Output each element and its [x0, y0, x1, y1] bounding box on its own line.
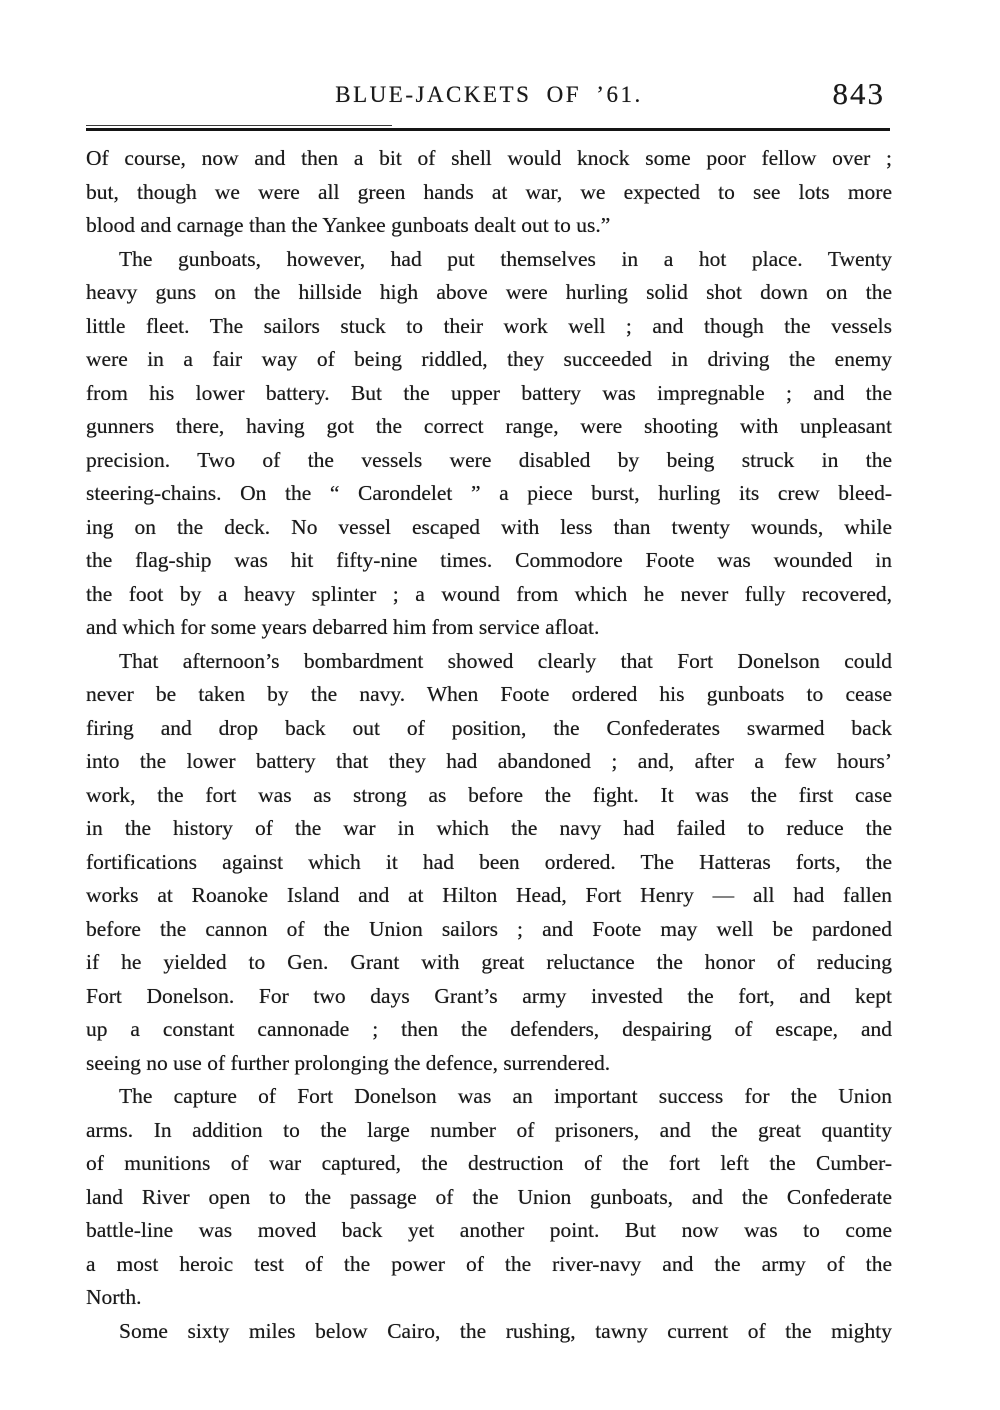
text-line: work, the fort was as strong as before the fight. It was the first case — [86, 782, 892, 807]
text-line: never be taken by the navy. When Foote ordered his gunboats to cease — [86, 682, 892, 706]
paragraph — [86, 1080, 892, 1315]
paragraph — [86, 243, 892, 645]
text-line: The capture of Fort Donelson was an important success for the Union — [119, 1084, 892, 1108]
text-line: precision. Two of the vessels were disabled by being struck in the — [86, 447, 892, 472]
text-line: were in a fair way of being riddled, they succeeded in driving the enemy — [86, 347, 892, 371]
text-line: of munitions of war captured, the destruction of the fort left the Cumber- — [86, 1151, 892, 1175]
text-line: battle-line was moved back yet another point. But now was to come — [86, 1218, 892, 1242]
text-line: arms. In addition to the large number of prisoners, and the great quantity — [86, 1117, 892, 1142]
text-line: up a constant cannonade ; then the defenders, despairing of escape, and — [86, 1017, 892, 1041]
page-number: 843 — [832, 76, 885, 111]
text-line: steering-chains. On the “ Carondelet ” a piece burst, hurling its crew bleed- — [86, 481, 892, 505]
body-text — [86, 142, 892, 1348]
text-line: and which for some years debarred him from service afloat. — [86, 615, 600, 639]
text-line: That afternoon’s bombardment showed clearly that Fort Donelson could — [119, 648, 892, 673]
text-column — [86, 0, 892, 1348]
text-line: if he yielded to Gen. Grant with great reluctance the honor of reducing — [86, 950, 892, 974]
paragraph — [86, 645, 892, 1081]
running-head-title: BLUE-JACKETS OF ’61. — [335, 82, 643, 107]
text-line: Of course, now and then a bit of shell would knock some poor fellow over ; — [86, 146, 892, 170]
text-line: but, though we were all green hands at war, we expected to see lots more — [86, 179, 892, 204]
paragraph — [86, 142, 892, 243]
text-line: firing and drop back out of position, the Confederates swarmed back — [86, 715, 892, 740]
page-header — [86, 0, 892, 131]
text-line: from his lower battery. But the upper battery was impregnable ; and the — [86, 380, 892, 405]
header-rule — [86, 128, 890, 131]
text-line: heavy guns on the hillside high above were hurling solid shot down on the — [86, 280, 892, 304]
text-line: land River open to the passage of the Union gunboats, and the Confederate — [86, 1184, 892, 1209]
text-line: in the history of the war in which the navy had failed to reduce the — [86, 816, 892, 840]
text-line: a most heroic test of the power of the river-navy and the army of the — [86, 1251, 892, 1276]
text-line: gunners there, having got the correct range, were shooting with unpleasant — [86, 414, 892, 438]
text-line: little fleet. The sailors stuck to their work well ; and though the vessels — [86, 313, 892, 338]
text-line: blood and carnage than the Yankee gunboats dealt out to us.” — [86, 213, 611, 237]
text-line: North. — [86, 1285, 142, 1309]
text-line: works at Roanoke Island and at Hilton Head, Fort Henry — all had fallen — [86, 883, 892, 907]
text-line: Some sixty miles below Cairo, the rushing, tawny current of the mighty — [119, 1318, 892, 1343]
text-line: before the cannon of the Union sailors ; and Foote may well be pardoned — [86, 916, 892, 941]
paragraph — [86, 1315, 892, 1349]
text-line: the foot by a heavy splinter ; a wound from which he never fully recovered, — [86, 581, 892, 606]
text-line: ing on the deck. No vessel escaped with less than twenty wounds, while — [86, 514, 892, 539]
text-line: fortifications against which it had been ordered. The Hatteras forts, the — [86, 849, 892, 874]
text-line: the flag-ship was hit fifty-nine times. Commodore Foote was wounded in — [86, 548, 892, 572]
text-line: into the lower battery that they had abandoned ; and, after a few hours’ — [86, 749, 892, 773]
text-line: The gunboats, however, had put themselves in a hot place. Twenty — [119, 246, 892, 271]
text-line: seeing no use of further prolonging the defence, surrendered. — [86, 1050, 611, 1075]
text-line: Fort Donelson. For two days Grant’s army invested the fort, and kept — [86, 983, 892, 1008]
